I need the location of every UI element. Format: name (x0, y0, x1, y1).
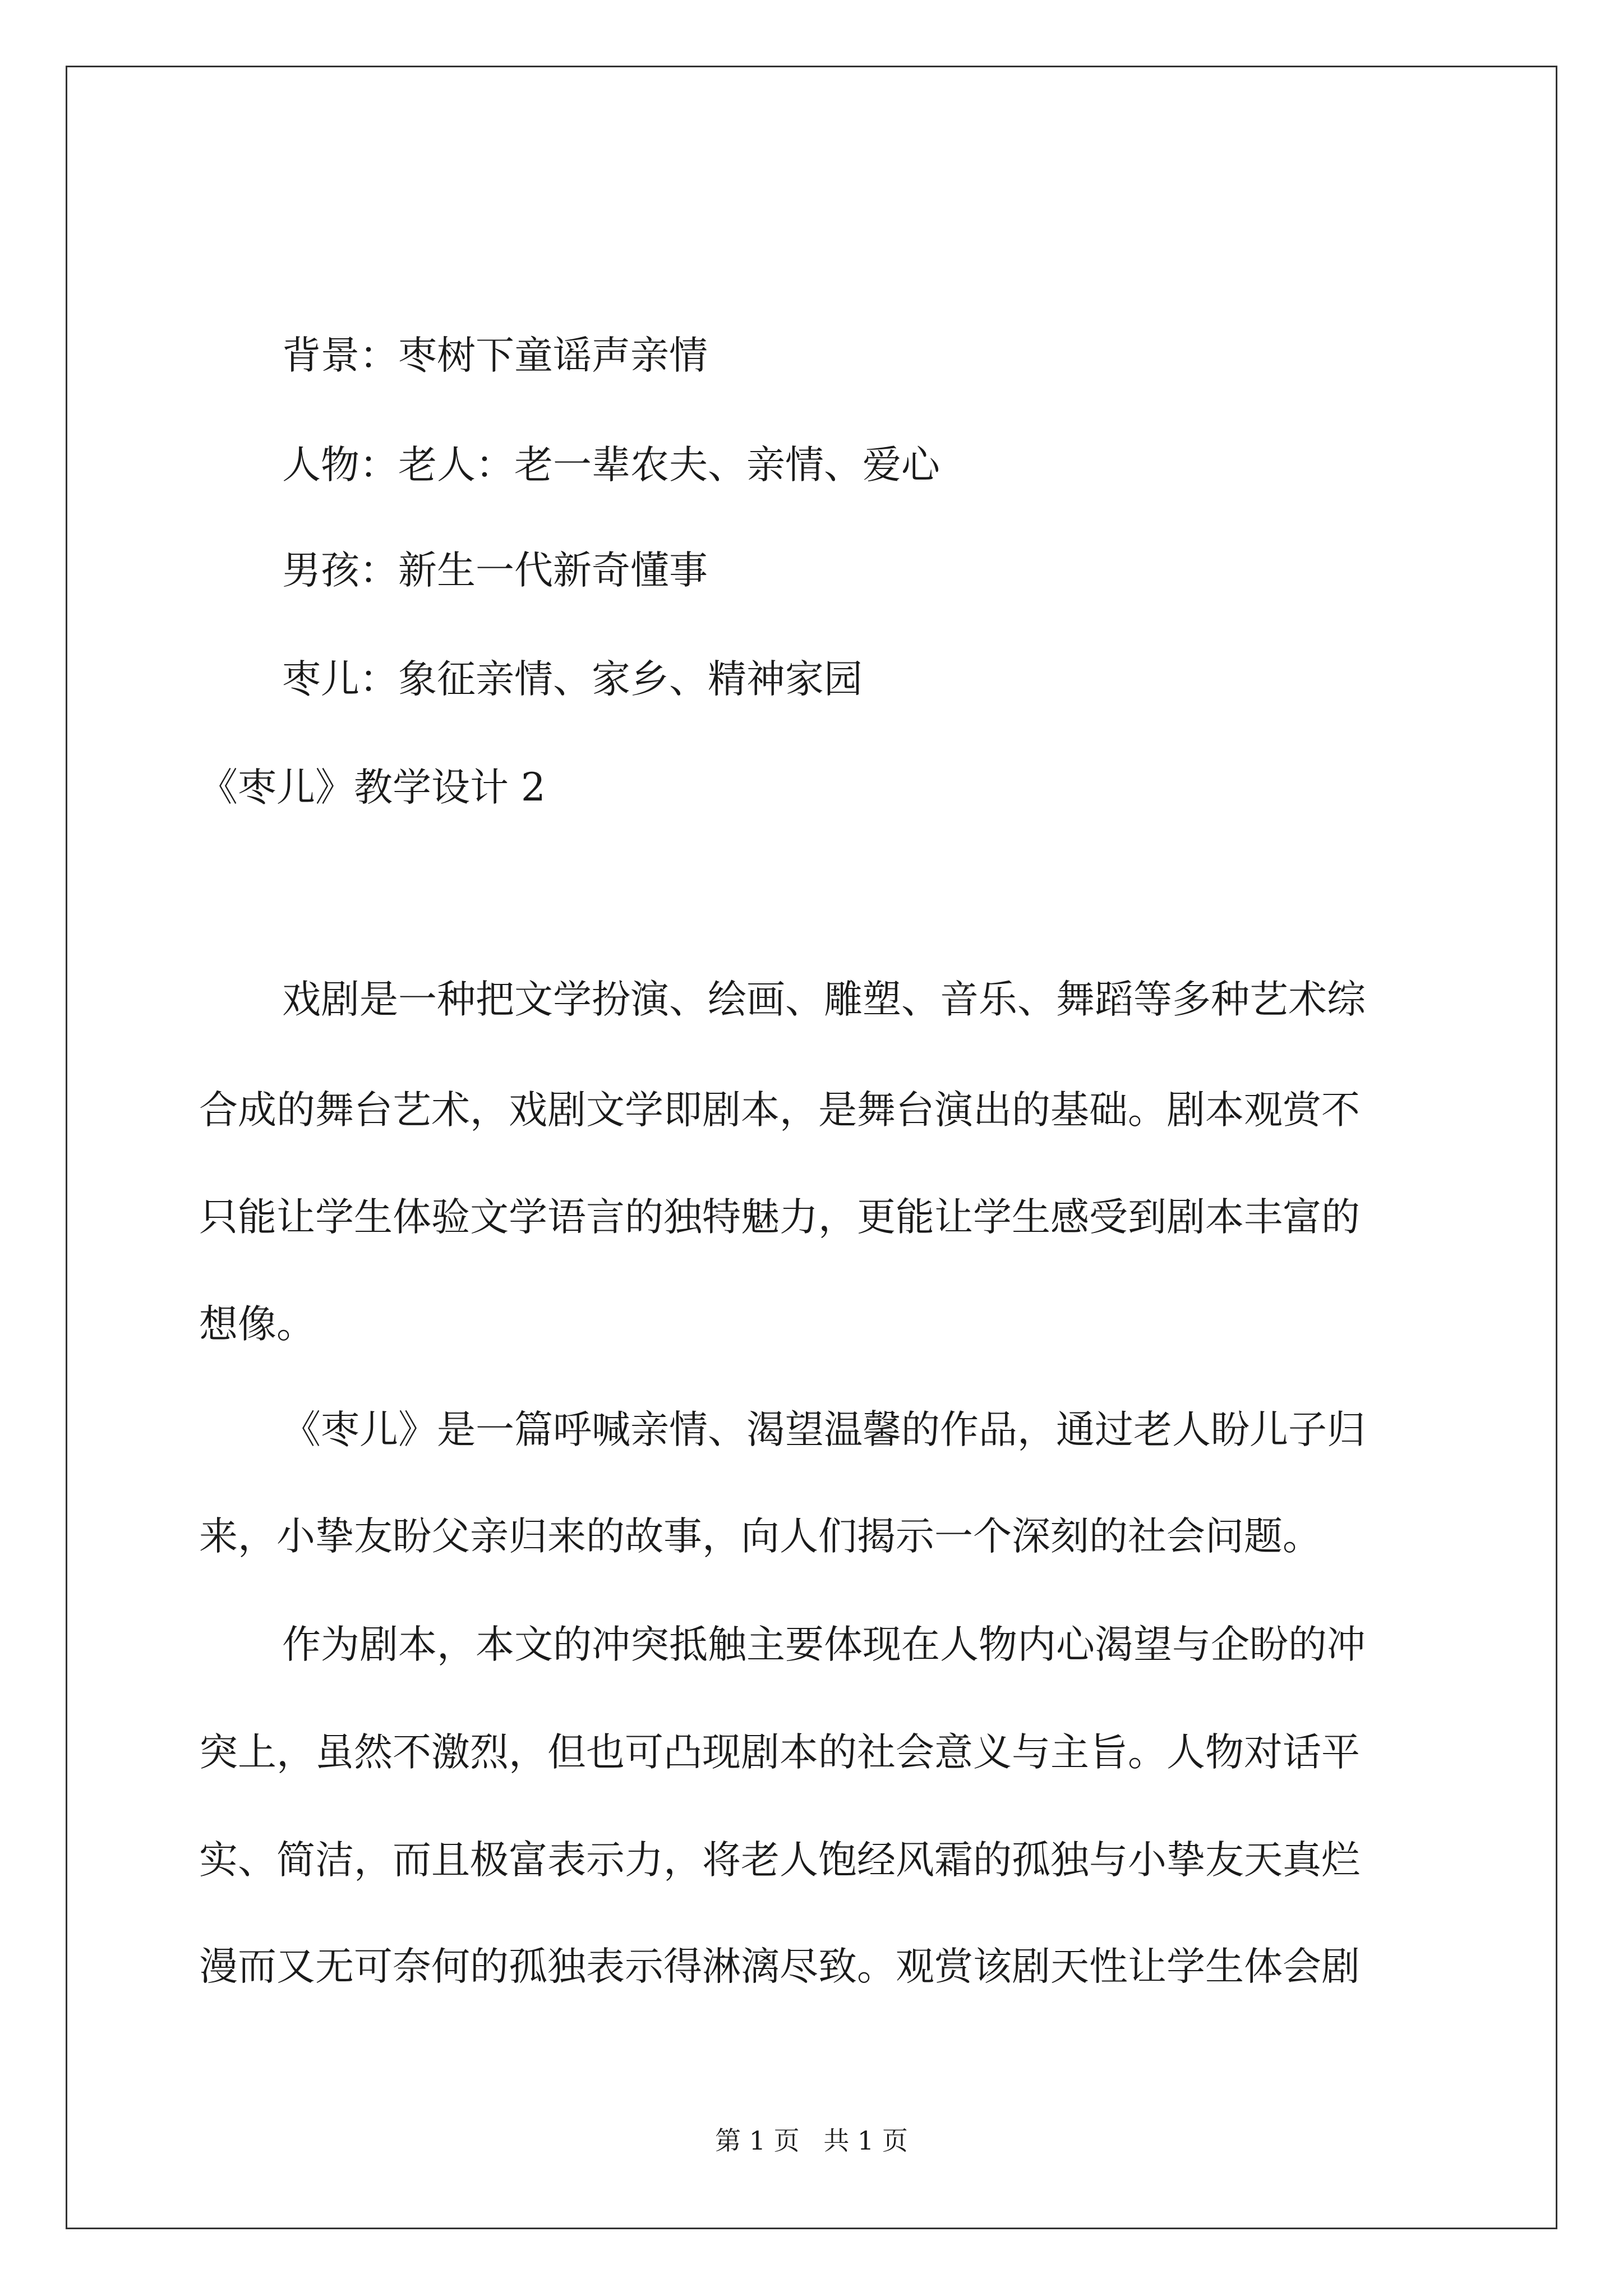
intro-item-jujube: 枣儿：象征亲情、家乡、精神家园 (282, 657, 863, 702)
paragraph-line: 只能让学生体验文学语言的独特魅力，更能让学生感受到剧本丰富的 (199, 1195, 1360, 1240)
page-number: 第 1 页 (715, 2125, 800, 2156)
paragraph-line: 《枣儿》是一篇呼喊亲情、渴望温馨的作品，通过老人盼儿子归 (282, 1407, 1366, 1452)
page-footer (0, 2125, 1623, 2156)
intro-item-boy: 男孩：新生一代新奇懂事 (282, 548, 708, 593)
paragraph-line: 戏剧是一种把文学扮演、绘画、雕塑、音乐、舞蹈等多种艺术综 (282, 977, 1366, 1022)
paragraph-line: 突上，虽然不激烈，但也可凸现剧本的社会意义与主旨。人物对话平 (199, 1730, 1360, 1775)
page-total: 共 1 页 (823, 2125, 908, 2156)
paragraph-line: 作为剧本，本文的冲突抵触主要体现在人物内心渴望与企盼的冲 (282, 1622, 1366, 1667)
intro-item-characters: 人物：老人：老一辈农夫、亲情、爱心 (282, 443, 940, 487)
section-title: 《枣儿》教学设计 2 (199, 765, 546, 810)
paragraph-line: 来，小挚友盼父亲归来的故事，向人们揭示一个深刻的社会问题。 (199, 1514, 1321, 1559)
page-border (66, 66, 1557, 2229)
intro-item-background: 背景：枣树下童谣声亲情 (282, 333, 708, 378)
paragraph-line: 合成的舞台艺术，戏剧文学即剧本，是舞台演出的基础。剧本观赏不 (199, 1088, 1360, 1133)
paragraph-line: 漫而又无可奈何的孤独表示得淋漓尽致。观赏该剧天性让学生体会剧 (199, 1944, 1360, 1989)
paragraph-line: 实、简洁，而且极富表示力，将老人饱经风霜的孤独与小挚友天真烂 (199, 1838, 1360, 1883)
paragraph-line: 想像。 (199, 1302, 315, 1347)
